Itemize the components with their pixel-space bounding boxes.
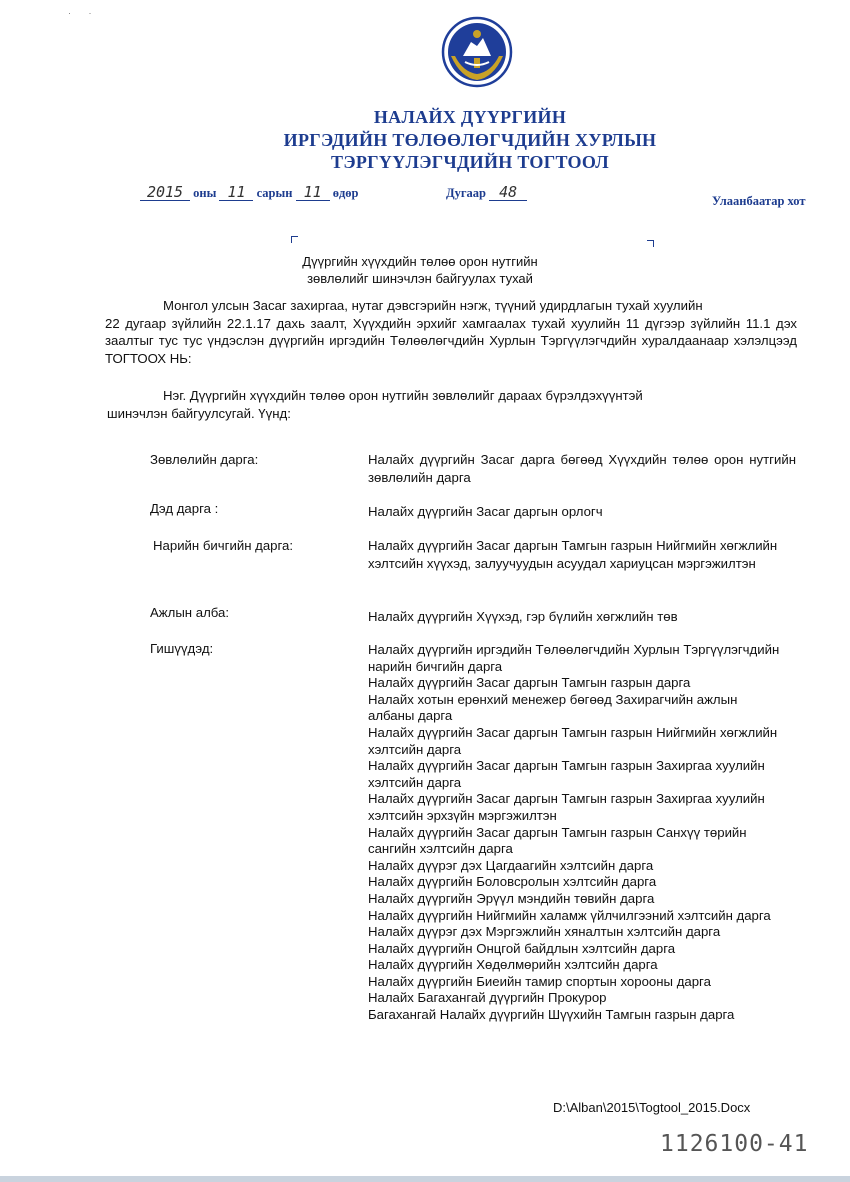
members-label: Гишүүдэд: [150, 641, 214, 656]
member-item: Налайх дүүргийн Засаг даргын Тамгын газрын Санхүү төрийн сангийн хэлтсийн дарга [368, 824, 747, 857]
scan-specks: · · [68, 8, 92, 18]
member-item: Налайх дүүргийн Онцгой байдлын хэлтсийн дарга [368, 940, 676, 956]
scan-edge [0, 1176, 850, 1182]
stamp-number: 1126100-41 [660, 1131, 809, 1157]
state-emblem-icon [441, 16, 513, 88]
member-item: Налайх дүүрэг дэх Цагдаагийн хэлтсийн дарга [368, 857, 654, 873]
chair-label: Зөвлөлийн дарга: [150, 452, 259, 467]
preamble-line1: Монгол улсын Засаг захиргаа, нутаг дэвсгэрийн нэгж, түүний удирдлагын тухай хуулийн [163, 298, 703, 313]
city: Улаанбаатар хот [712, 194, 806, 208]
heading-district: НАЛАЙХ ДҮҮРГИЙН [373, 107, 567, 127]
document-title-line2: зөвлөлийг шинэчлэн байгуулах тухай [307, 271, 533, 286]
member-item: Налайх дүүргийн Эрүүл мэндийн төвийн дарга [368, 890, 655, 906]
date-year: 2015 [140, 184, 190, 201]
chair-value: Налайх дүүргийн Засаг дарга бөгөөд Хүүхдийн төлөө орон нутгийн зөвлөлийн дарга [368, 452, 796, 485]
member-item: Налайх дүүрэг дэх Мэргэжлийн хяналтын хэлтсийн дарга [368, 924, 721, 940]
resolution-item [105, 387, 797, 422]
secretary-value: Налайх дүүргийн Засаг даргын Тамгын газрын Нийгмийн хөгжлийн хэлтсийн хүүхэд, залуучуудын асуудал хариуцсан мэргэжилтэн [368, 538, 778, 571]
date-year-suffix: оны [193, 186, 217, 200]
number-label: Дугаар [446, 186, 486, 200]
heading-resolution: ТЭРГҮҮЛЭГЧДИЙН ТОГТООЛ [331, 152, 609, 172]
number-line [446, 184, 527, 201]
date-line [140, 184, 359, 201]
member-item: Налайх дүүргийн Засаг даргын Тамгын газрын Нийгмийн хөгжлийн хэлтсийн дарга [368, 724, 778, 757]
date-month-suffix: сарын [256, 186, 293, 200]
resolution-line2: шинэчлэн байгуулсугай. Үүнд: [107, 405, 291, 421]
member-item: Багахангай Налайх дүүргийн Шүүхийн Тамгын газрын дарга [368, 1007, 735, 1023]
member-item: Налайх хотын ерөнхий менежер бөгөөд Захирагчийн ажлын албаны дарга [368, 691, 738, 724]
member-item: Налайх дүүргийн Засаг даргын Тамгын газрын дарга [368, 675, 691, 691]
heading-council: ИРГЭДИЙН ТӨЛӨӨЛӨГЧДИЙН ХУРЛЫН [283, 130, 657, 150]
member-item: Налайх дүүргийн Нийгмийн халамж үйлчилгээний хэлтсийн дарга [368, 907, 771, 923]
member-item: Налайх дүүргийн Боловсролын хэлтсийн дарга [368, 874, 657, 890]
member-item: Налайх дүүргийн Биеийн тамир спортын хорооны дарга [368, 973, 711, 989]
preamble [105, 297, 797, 367]
member-item: Налайх Багахангай дүүргийн Прокурор [368, 990, 607, 1006]
resolution-line1: Нэг. Дүүргийн хүүхдийн төлөө орон нутгийн зөвлөлийг дараах бүрэлдэхүүнтэй [163, 388, 643, 403]
vice-chair-value: Налайх дүүргийн Засаг даргын орлогч [368, 504, 603, 519]
member-item: Налайх дүүргийн Засаг даргын Тамгын газрын Захиргаа хуулийн хэлтсийн эрхзүйн мэргэжилтэн [368, 791, 765, 823]
member-item: Налайх дүүргийн Хөдөлмөрийн хэлтсийн дарга [368, 957, 658, 973]
title-corner-mark [647, 240, 654, 247]
members-list [368, 642, 783, 1024]
secretary-label: Нарийн бичгийн дарга: [153, 538, 294, 553]
title-corner-mark [291, 236, 298, 243]
date-month: 11 [219, 184, 253, 201]
staff-label: Ажлын алба: [150, 605, 230, 620]
vice-chair-label: Дэд дарга : [150, 501, 219, 516]
date-day: 11 [296, 184, 330, 201]
document-title-line1: Дүүргийн хүүхдийн төлөө орон нутгийн [302, 254, 538, 269]
member-item: Налайх дүүргийн иргэдийн Төлөөлөгчдийн Хурлын Тэргүүлэгчдийн нарийн бичгийн дарга [368, 642, 780, 674]
preamble-text: 22 дугаар зүйлийн 22.1.17 дахь заалт, Хүүхдийн эрхийг хамгаалах тухай хуулийн 11 дүгээр зүйлийн 11.1 дэх заалтыг тус тус үндэслэн дүүргийн иргэдийн Төлөөлөгчдийн Хурлын Тэргүүлэгчдийн хуралдаанаар хэлэлцээд ТОГТООХ НЬ: [105, 315, 797, 366]
file-path: D:\Alban\2015\Togtool_2015.Docx [553, 1100, 751, 1115]
date-day-suffix: өдөр [332, 186, 359, 200]
member-item: Налайх дүүргийн Засаг даргын Тамгын газрын Захиргаа хуулийн хэлтсийн дарга [368, 758, 765, 790]
document-number: 48 [489, 184, 527, 201]
staff-value: Налайх дүүргийн Хүүхэд, гэр бүлийн хөгжлийн төв [368, 609, 678, 624]
